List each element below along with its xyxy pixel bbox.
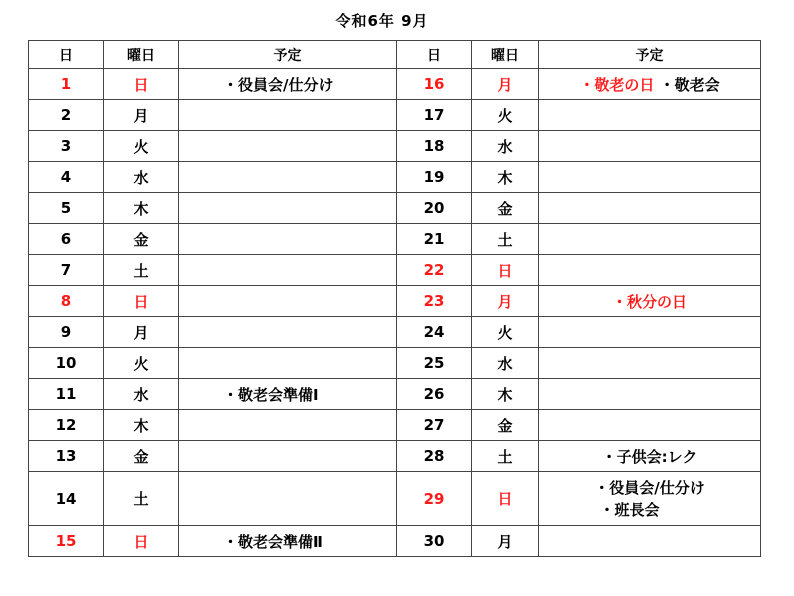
weekday-cell: 月 — [104, 317, 179, 348]
plan-cell — [179, 162, 397, 193]
header-plan: 予定 — [539, 41, 761, 69]
schedule-table — [28, 40, 761, 557]
day-cell: 29 — [397, 472, 472, 526]
day-cell: 20 — [397, 193, 472, 224]
weekday-cell: 水 — [472, 131, 539, 162]
day-cell: 25 — [397, 348, 472, 379]
table-row — [29, 410, 761, 441]
plan-cell — [539, 379, 761, 410]
day-cell: 23 — [397, 286, 472, 317]
day-cell: 3 — [29, 131, 104, 162]
table-row — [29, 379, 761, 410]
plan-cell: ・敬老会準備Ⅰ — [179, 379, 397, 410]
holiday-label: ・秋分の日 — [611, 292, 687, 311]
day-cell: 6 — [29, 224, 104, 255]
plan-cell — [539, 441, 761, 472]
weekday-cell: 土 — [472, 224, 539, 255]
plan-cell — [539, 286, 761, 317]
day-cell: 16 — [397, 69, 472, 100]
day-cell: 13 — [29, 441, 104, 472]
day-cell: 1 — [29, 69, 104, 100]
weekday-cell: 月 — [472, 526, 539, 557]
table-row — [29, 255, 761, 286]
weekday-cell: 水 — [104, 162, 179, 193]
weekday-cell: 木 — [472, 162, 539, 193]
plan-cell — [179, 441, 397, 472]
weekday-cell: 日 — [104, 69, 179, 100]
event-label: ・子供会:レク — [601, 447, 698, 466]
day-cell: 19 — [397, 162, 472, 193]
weekday-cell: 月 — [104, 100, 179, 131]
weekday-cell: 金 — [472, 410, 539, 441]
day-cell: 14 — [29, 472, 104, 526]
weekday-cell: 火 — [104, 131, 179, 162]
plan-line: ・役員会/仕分け — [594, 478, 705, 497]
plan-cell — [179, 100, 397, 131]
plan-cell — [539, 100, 761, 131]
weekday-cell: 木 — [104, 410, 179, 441]
day-cell: 27 — [397, 410, 472, 441]
weekday-cell: 水 — [472, 348, 539, 379]
plan-cell — [539, 69, 761, 100]
plan-cell — [539, 162, 761, 193]
header-weekday: 曜日 — [104, 41, 179, 69]
weekday-cell: 木 — [472, 379, 539, 410]
weekday-cell: 水 — [104, 379, 179, 410]
table-row — [29, 162, 761, 193]
day-cell: 17 — [397, 100, 472, 131]
table-row — [29, 100, 761, 131]
plan-cell — [179, 224, 397, 255]
plan-cell — [539, 348, 761, 379]
plan-cell — [539, 410, 761, 441]
plan-cell — [179, 286, 397, 317]
day-cell: 24 — [397, 317, 472, 348]
weekday-cell: 土 — [104, 472, 179, 526]
holiday-label: ・敬老の日 — [579, 75, 655, 94]
header-day: 日 — [397, 41, 472, 69]
day-cell: 9 — [29, 317, 104, 348]
schedule-body — [29, 69, 761, 557]
table-row — [29, 193, 761, 224]
header-weekday: 曜日 — [472, 41, 539, 69]
weekday-cell: 火 — [104, 348, 179, 379]
table-row — [29, 472, 761, 526]
weekday-cell: 木 — [104, 193, 179, 224]
plan-cell — [179, 472, 397, 526]
header-day: 日 — [29, 41, 104, 69]
day-cell: 8 — [29, 286, 104, 317]
day-cell: 11 — [29, 379, 104, 410]
weekday-cell: 日 — [472, 472, 539, 526]
plan-cell — [539, 317, 761, 348]
table-row — [29, 224, 761, 255]
weekday-cell: 月 — [472, 286, 539, 317]
weekday-cell: 火 — [472, 100, 539, 131]
day-cell: 28 — [397, 441, 472, 472]
header-row — [29, 41, 761, 69]
weekday-cell: 金 — [104, 441, 179, 472]
header-plan: 予定 — [179, 41, 397, 69]
weekday-cell: 金 — [104, 224, 179, 255]
plan-cell — [539, 224, 761, 255]
plan-cell — [179, 131, 397, 162]
table-row — [29, 69, 761, 100]
plan-cell: ・役員会/仕分け — [179, 69, 397, 100]
day-cell: 26 — [397, 379, 472, 410]
plan-cell — [539, 131, 761, 162]
day-cell: 21 — [397, 224, 472, 255]
weekday-cell: 土 — [104, 255, 179, 286]
day-cell: 5 — [29, 193, 104, 224]
plan-line: ・班長会 — [594, 500, 660, 519]
plan-lines — [594, 477, 704, 521]
plan-cell: ・敬老会準備Ⅱ — [179, 526, 397, 557]
weekday-cell: 月 — [472, 69, 539, 100]
plan-cell — [539, 193, 761, 224]
plan-cell — [179, 255, 397, 286]
weekday-cell: 日 — [472, 255, 539, 286]
table-row — [29, 131, 761, 162]
day-cell: 4 — [29, 162, 104, 193]
table-row — [29, 526, 761, 557]
weekday-cell: 火 — [472, 317, 539, 348]
calendar-title: 令和6年 9月 — [335, 12, 429, 30]
plan-cell — [539, 472, 761, 526]
plan-cell — [539, 526, 761, 557]
day-cell: 12 — [29, 410, 104, 441]
plan-cell — [179, 410, 397, 441]
day-cell: 30 — [397, 526, 472, 557]
plan-cell — [179, 348, 397, 379]
day-cell: 7 — [29, 255, 104, 286]
day-cell: 22 — [397, 255, 472, 286]
weekday-cell: 土 — [472, 441, 539, 472]
day-cell: 2 — [29, 100, 104, 131]
event-label: ・敬老会 — [654, 75, 720, 94]
table-row — [29, 317, 761, 348]
table-row — [29, 441, 761, 472]
weekday-cell: 金 — [472, 193, 539, 224]
weekday-cell: 日 — [104, 286, 179, 317]
table-row — [29, 286, 761, 317]
weekday-cell: 日 — [104, 526, 179, 557]
plan-cell — [539, 255, 761, 286]
day-cell: 18 — [397, 131, 472, 162]
plan-cell — [179, 193, 397, 224]
plan-cell — [179, 317, 397, 348]
day-cell: 15 — [29, 526, 104, 557]
day-cell: 10 — [29, 348, 104, 379]
table-row — [29, 348, 761, 379]
